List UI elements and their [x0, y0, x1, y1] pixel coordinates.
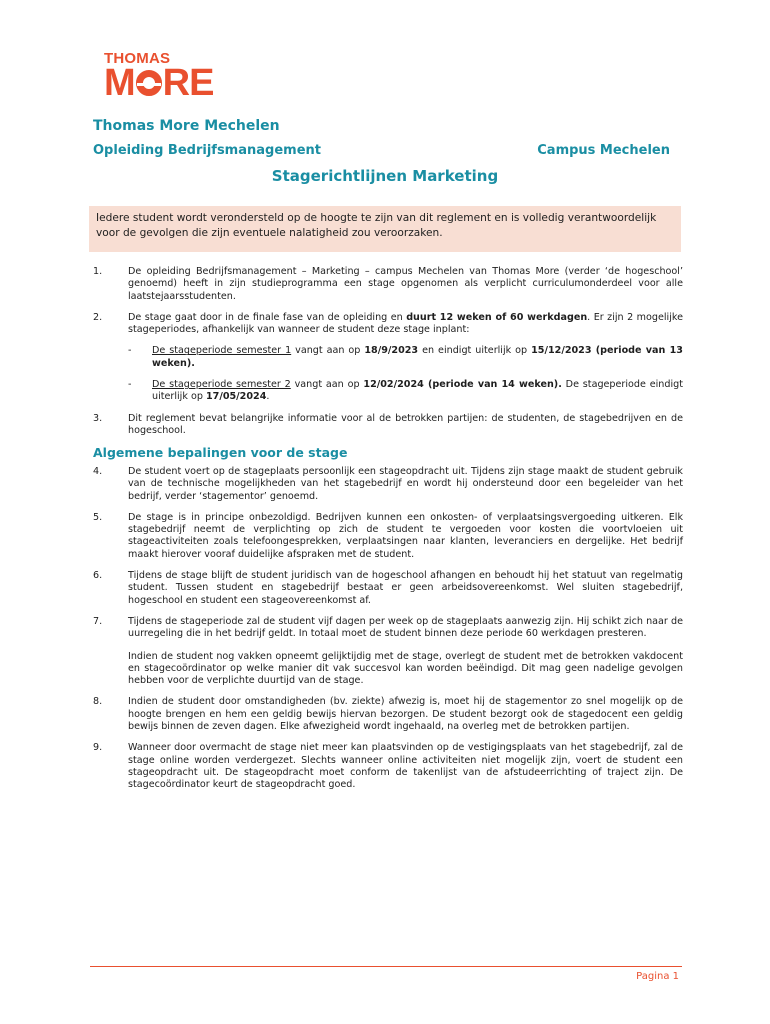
- item-number: 2.: [93, 311, 103, 323]
- list-item: [93, 413, 683, 438]
- notice-box: Iedere student wordt verondersteld op de hoogte te zijn van dit reglement en is volledig verantwoordelijk voor de gevolgen die zijn eventuele nalatigheid zou veroorzaken.: [89, 206, 681, 252]
- item-text: Wanneer door overmacht de stage niet meer kan plaatsvinden op de vestigingsplaats van het stagebedrijf, zal de stage online worden verdergezet. Slechts wanneer online activiteiten niet mogelijk zijn, voert de student een stageopdracht uit. De stageopdracht moet conform de takenlijst van de afstudeerrichting of traject zijn. De stagecoördinator keurt de stageopdracht goed.: [128, 742, 683, 791]
- semester-1-label: De stageperiode semester 1: [152, 345, 292, 357]
- general-list: [93, 466, 683, 801]
- list-item: [93, 312, 683, 404]
- sub-item-semester-2: [128, 379, 683, 404]
- list-item: [93, 466, 683, 503]
- item-number: 9.: [93, 742, 103, 754]
- item-number: 7.: [93, 615, 103, 627]
- sub-text: en eindigt uiterlijk op: [418, 345, 532, 357]
- sub-text: .: [266, 391, 270, 403]
- end-date: 17/05/2024: [205, 391, 267, 403]
- item-text: [128, 616, 683, 687]
- logo-bottom-text: [104, 62, 229, 104]
- item-text: De stage is in principe onbezoldigd. Bedrijven kunnen een onkosten- of verplaatsingsvergoeding uitkeren. Elk stagebedrijf neemt de verplichting op zich de student te vergoeden voor kosten die voortvloeien uit stageactiviteiten zoals telefoongesprekken, verplaatsingen naar klanten, leveranciers en dergelijke. Het bedrijf maakt hierover vooraf duidelijke afspraken met de student.: [128, 511, 683, 560]
- item-text-part: De stage gaat door in de finale fase van de opleiding en: [128, 311, 407, 323]
- list-item: [93, 742, 683, 791]
- list-item: [93, 266, 683, 303]
- sub-item-text: [152, 345, 683, 370]
- school-name: Thomas More Mechelen: [93, 118, 280, 134]
- item-number: 1.: [93, 266, 103, 277]
- sub-text: vangt aan op: [291, 345, 365, 357]
- start-date: 12/02/2024 (periode van 14 weken).: [363, 379, 562, 391]
- logo-re: RE: [162, 62, 214, 104]
- logo-top-text: THOMAS: [104, 50, 171, 67]
- logo-o-icon: [136, 70, 162, 96]
- item-text-bold: duurt 12 weken of 60 werkdagen: [406, 311, 588, 323]
- page-title: Stagerichtlijnen Marketing: [271, 167, 499, 185]
- logo-m: M: [104, 62, 135, 104]
- list-item: [93, 696, 683, 733]
- list-item: [93, 616, 683, 687]
- sub-item-text: [152, 379, 683, 404]
- item-text: [128, 312, 683, 404]
- end-date: 15/12/2023 (periode van 13 weken).: [152, 345, 683, 369]
- intro-list: [93, 266, 683, 446]
- item-text: De student voert op de stageplaats persoonlijk een stageopdracht uit. Tijdens zijn stage maakt de student gebruik van de technische mogelijkheden van het stagebedrijf en wordt hij ondersteund door een begeleider van het bedrijf, verder ‘stagementor’ genoemd.: [128, 466, 683, 502]
- item-text-part: . Er zijn 2 mogelijke stageperiodes, afhankelijk van wanneer de student deze stage inplant:: [128, 311, 683, 336]
- item-text: Dit reglement bevat belangrijke informatie voor al de betrokken partijen: de studenten, de stagebedrijven en de hogeschool.: [128, 412, 683, 436]
- list-item: [93, 512, 683, 561]
- sub-item-semester-1: [128, 345, 683, 370]
- dash: -: [128, 379, 132, 391]
- item-text: Indien de student door omstandigheden (bv. ziekte) afwezig is, moet hij de stagementor zo snel mogelijk op de hoogte brengen en hem een geldig bewijs hiervan bezorgen. De student bezorgt ook de stagedocent een geldig bewijs binnen de zeven dagen. Elke afwezigheid wordt ingehaald, na overleg met de betrokken partijen.: [128, 696, 683, 733]
- page-number: Pagina 1: [636, 971, 679, 982]
- item-paragraph: Indien de student nog vakken opneemt gelijktijdig met de stage, overlegt de student met de betrokken vakdocent en stagecoördinator op welke manier dit vak succesvol kan worden beëindigd. Dit mag geen nadelige gevolgen hebben voor de verplichte duurtijd van de stage.: [128, 650, 683, 687]
- campus-name: Campus Mechelen: [537, 143, 670, 158]
- item-text: De opleiding Bedrijfsmanagement – Marketing – campus Mechelen van Thomas More (verder ‘de hogeschool’ genoemd) heeft in zijn studieprogramma een stage opgenomen als verplicht curriculumonderdeel voor alle laatstejaarsstudenten.: [128, 266, 683, 302]
- list-item: [93, 570, 683, 607]
- item-number: 5.: [93, 511, 103, 523]
- sub-text: De stageperiode eindigt uiterlijk op: [152, 379, 683, 403]
- thomas-more-logo: [104, 50, 229, 104]
- item-number: 6.: [93, 570, 103, 582]
- item-text: Tijdens de stage blijft de student juridisch van de hogeschool afhangen en behoudt hij het statuut van regelmatig student. Tussen student en stagebedrijf bestaat er geen arbeidsovereenkomst. Wel sluiten stagebedrijf, hogeschool en student een stageovereenkomst af.: [128, 570, 683, 606]
- program-name: Opleiding Bedrijfsmanagement: [93, 143, 321, 158]
- item-paragraph: Tijdens de stageperiode zal de student vijf dagen per week op de stageplaats aanwezig zijn. Hij schikt zich naar de uurregeling die in het bedrijf geldt. In totaal moet de student binnen deze periode 60 werkdagen presteren.: [128, 615, 683, 640]
- item-number: 3.: [93, 412, 103, 424]
- sub-text: vangt aan op: [290, 379, 364, 391]
- semester-2-label: De stageperiode semester 2: [152, 379, 291, 391]
- section-heading: Algemene bepalingen voor de stage: [93, 445, 348, 460]
- item-number: 4.: [93, 466, 103, 477]
- footer-divider: [90, 966, 682, 967]
- dash: -: [128, 345, 132, 357]
- item-number: 8.: [93, 696, 103, 708]
- start-date: 18/9/2023: [364, 345, 419, 357]
